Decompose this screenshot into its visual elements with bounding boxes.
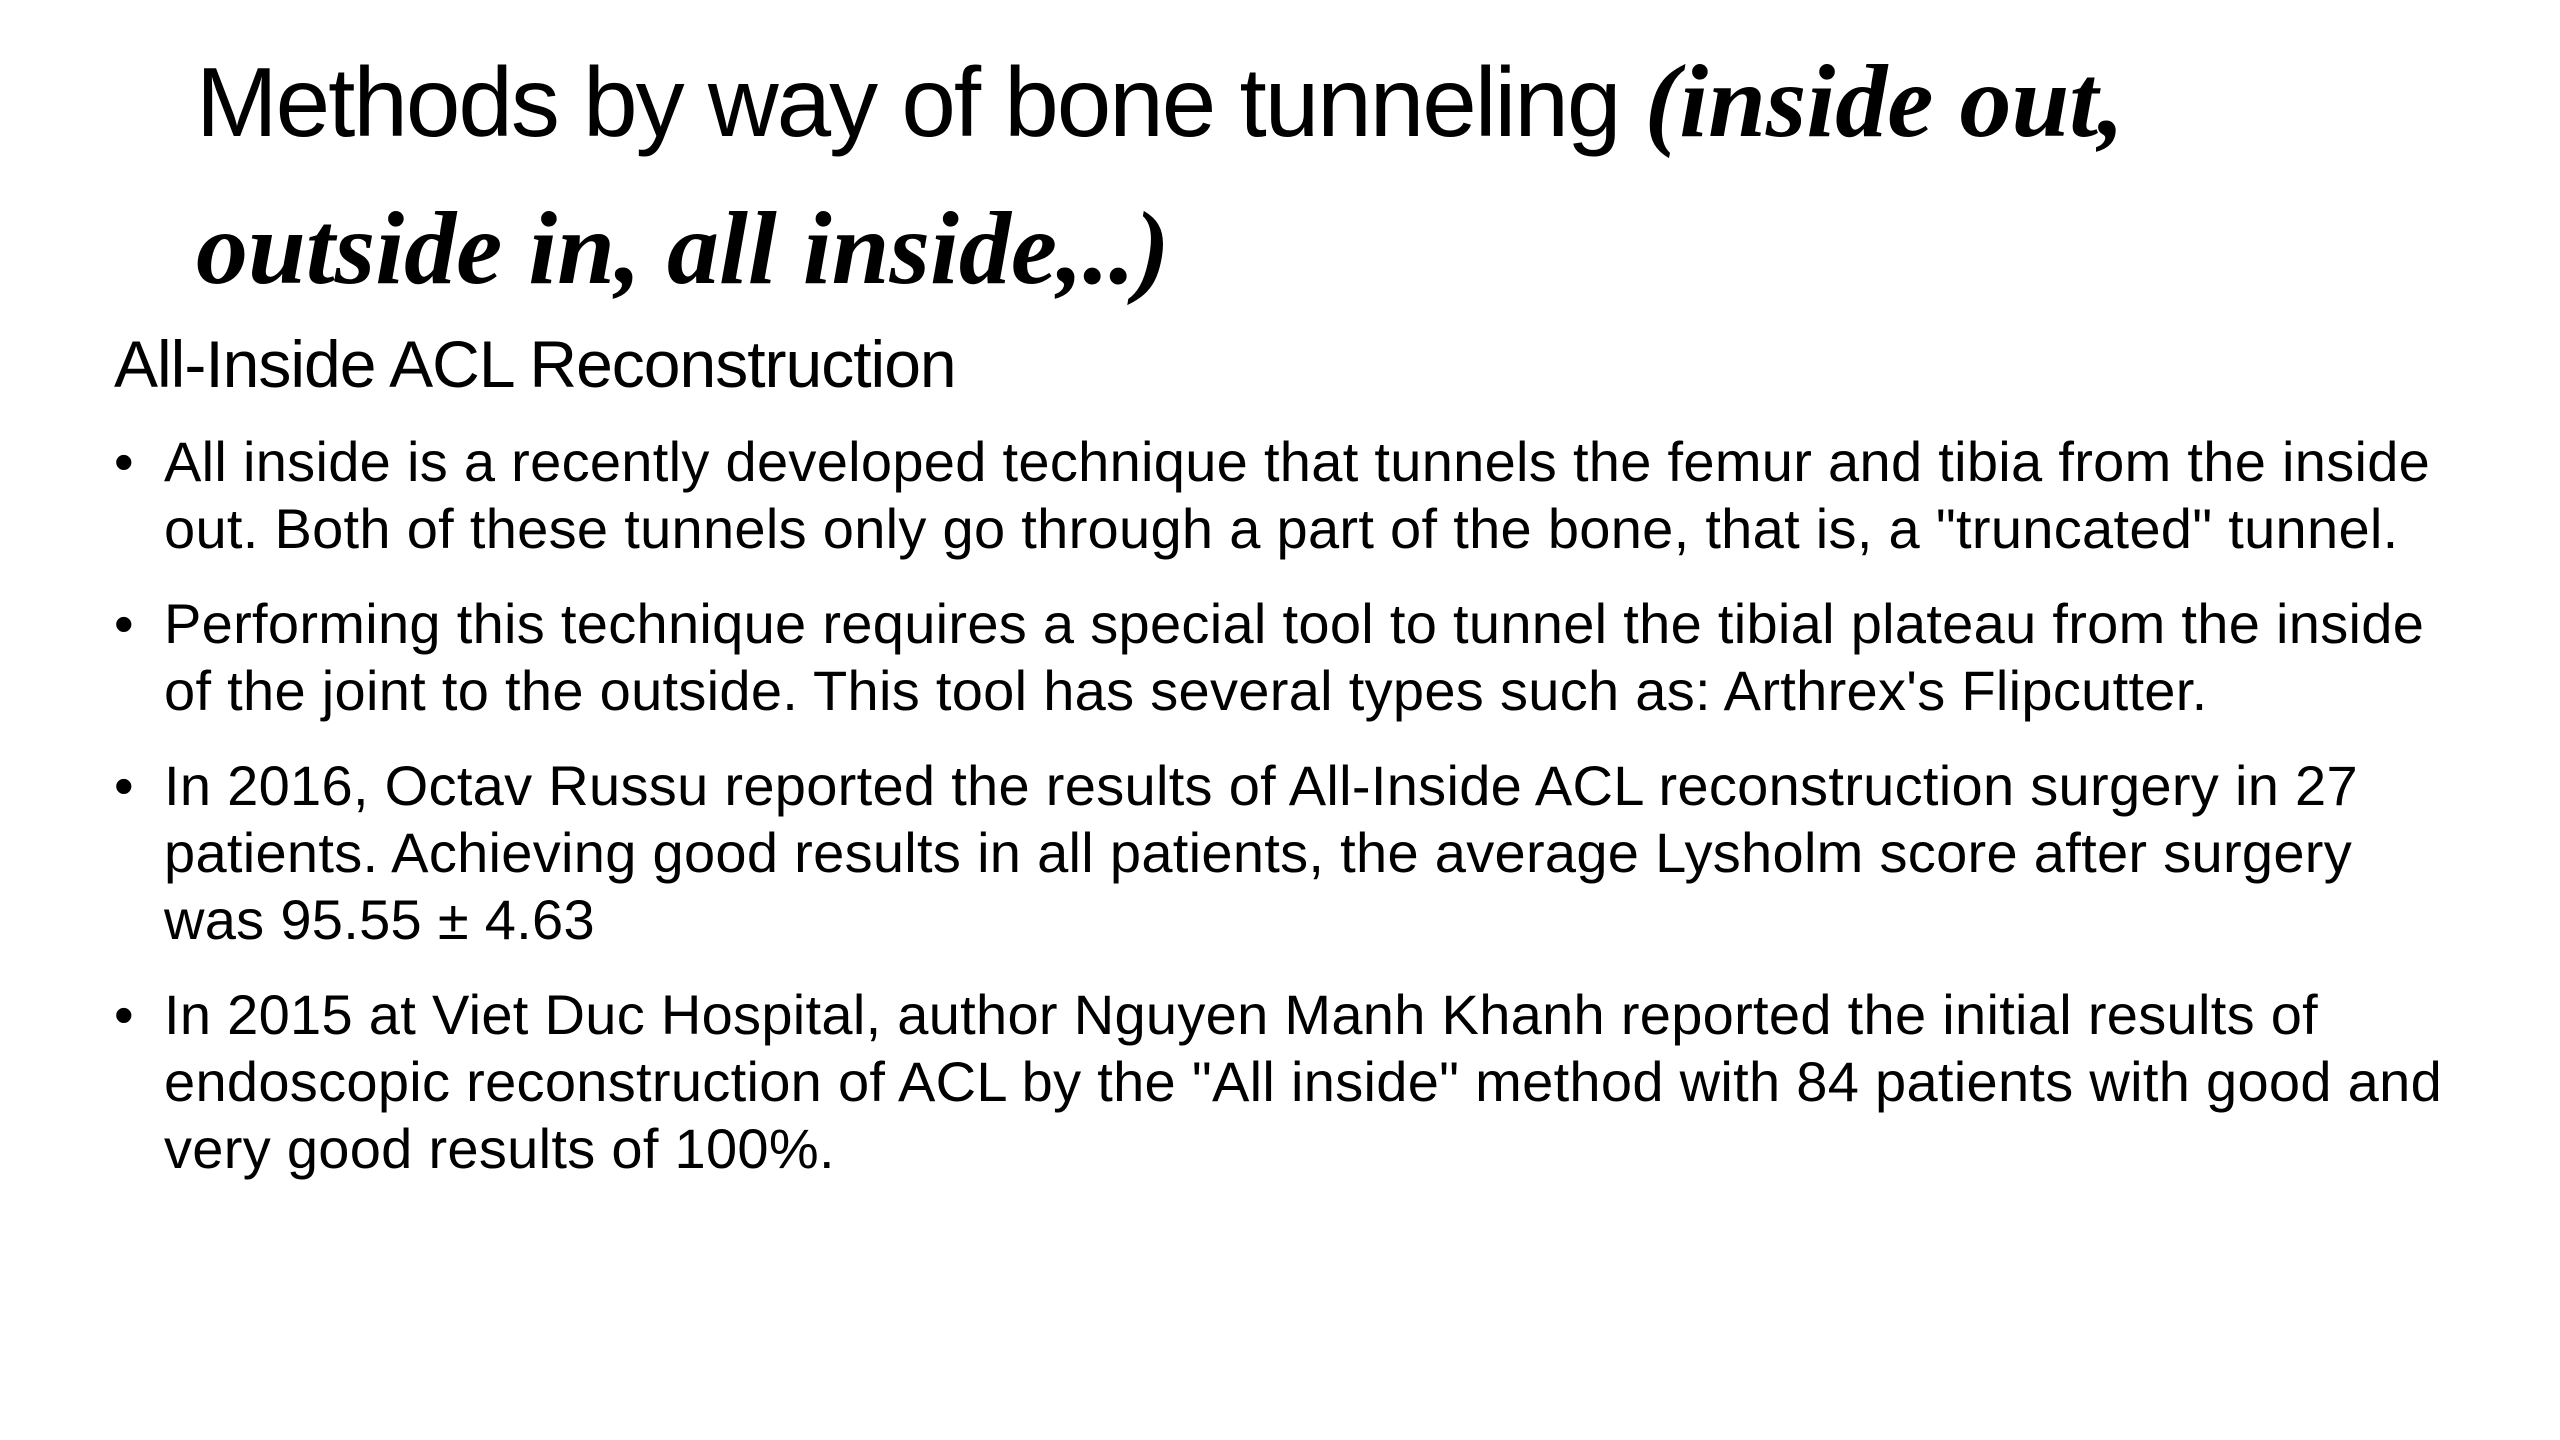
bullet-icon: • [114,592,134,655]
bullet-text: In 2015 at Viet Duc Hospital, author Nguyen Manh Khanh reported the initial results of endoscopic reconstruction of ACL by the "All inside" method with 84 patients with good and very good results of 100%. [164,983,2443,1180]
bullet-item [114,590,2444,724]
bullet-text: All inside is a recently developed technique that tunnels the femur and tibia from the inside out. Both of these tunnels only go through a part of the bone, that is, a "truncated" tunnel. [164,430,2431,560]
slide-title [196,40,2446,334]
bullet-text: Performing this technique requires a special tool to tunnel the tibial plateau from the inside of the joint to the outside. This tool has several types such as: Arthrex's Flipcutter. [164,592,2425,722]
bullet-icon: • [114,430,134,493]
bullet-item [114,428,2444,562]
bullet-icon: • [114,754,134,817]
bullet-text: In 2016, Octav Russu reported the results of All-Inside ACL reconstruction surgery in 27 patients. Achieving good results in all patients, the average Lysholm score after surgery was 95.55 ± 4.63 [164,754,2358,951]
bullet-list [114,428,2444,1210]
section-subtitle: All-Inside ACL Reconstruction [114,327,956,401]
bullet-item [114,752,2444,953]
bullet-icon: • [114,983,134,1046]
title-main-text: Methods by way of bone tunneling [196,47,1645,157]
title-italic-text: (inside out, outside in, all inside,..) [196,44,2125,306]
bullet-item [114,981,2444,1182]
